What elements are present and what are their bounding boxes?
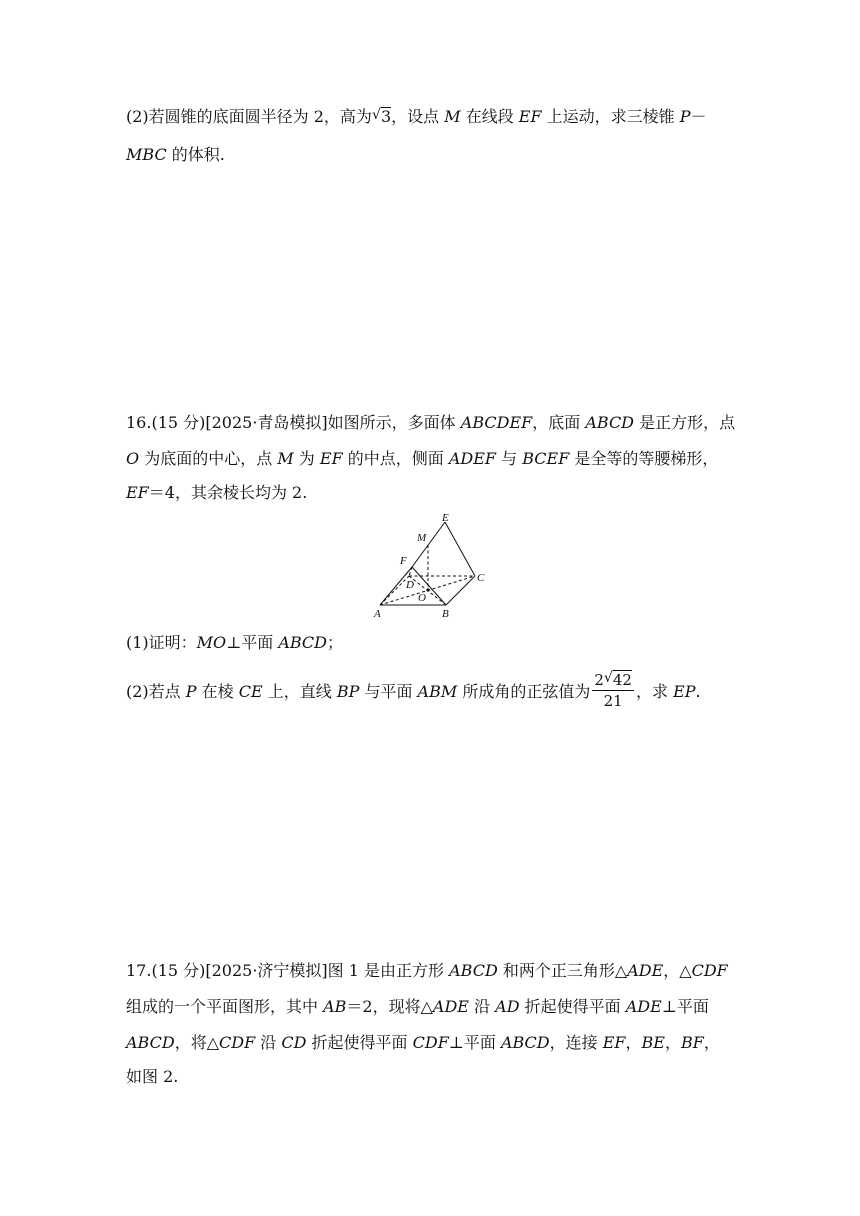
- prev-part2-line2: [126, 144, 225, 166]
- fraction: [592, 670, 634, 711]
- text: 是正方形，点: [634, 413, 736, 432]
- text: －: [690, 107, 707, 126]
- text: 为底面的中心，点: [139, 449, 278, 468]
- var: ABCD: [449, 961, 498, 980]
- label-C: C: [477, 572, 485, 584]
- polyhedron-figure: [368, 508, 492, 620]
- q17-line4: [126, 1066, 178, 1088]
- var: EF: [126, 483, 149, 502]
- var: EP: [673, 682, 696, 701]
- edge-FE: [412, 522, 445, 567]
- var: CDF: [691, 961, 728, 980]
- var: ADE: [432, 997, 469, 1016]
- fraction-denominator: 21: [592, 690, 634, 711]
- text: 沿: [255, 1033, 282, 1052]
- text: ，求: [635, 682, 674, 701]
- var: CE: [238, 682, 263, 701]
- text: 上运动，求三棱锥: [541, 107, 680, 126]
- var: BE: [641, 1033, 665, 1052]
- q16-sub2: [126, 672, 701, 713]
- text: (2)若点: [126, 682, 186, 701]
- var: ABCD: [278, 633, 327, 652]
- sqrt: [604, 670, 632, 690]
- prev-part2-line1: [126, 106, 707, 128]
- text: 上，直线: [262, 682, 337, 701]
- var: ABCDEF: [460, 413, 533, 432]
- label-M: M: [417, 532, 427, 544]
- q16-line2: [126, 448, 718, 470]
- text: 如图 2.: [126, 1067, 179, 1086]
- coef: 2: [594, 671, 604, 689]
- text: ＝4，其余棱长均为 2.: [148, 483, 308, 502]
- text: ⊥平面: [448, 1033, 501, 1052]
- sqrt-radicand: 3: [380, 107, 392, 126]
- var: CDF: [412, 1033, 449, 1052]
- var: M: [277, 449, 294, 468]
- q16-line1: [126, 412, 735, 434]
- text: 折起使得平面: [519, 997, 626, 1016]
- text: 16.(15 分)[2025·青岛模拟]如图所示，多面体: [126, 413, 461, 432]
- var: ABM: [417, 682, 458, 701]
- text: ⊥平面: [661, 997, 709, 1016]
- var: BP: [336, 682, 360, 701]
- text: 折起使得平面: [306, 1033, 413, 1052]
- text: ，: [664, 1033, 681, 1052]
- text: ，: [625, 1033, 642, 1052]
- var: MO: [196, 633, 227, 652]
- var: AB: [323, 997, 347, 1016]
- text: 在棱: [196, 682, 239, 701]
- text: ，将△: [174, 1033, 219, 1052]
- var: ADE: [625, 997, 662, 1016]
- fraction-numerator: [592, 670, 634, 690]
- text: 与平面: [359, 682, 418, 701]
- var: M: [444, 107, 461, 126]
- text: ，设点: [391, 107, 445, 126]
- var: BCEF: [522, 449, 570, 468]
- edge-AD: [380, 576, 409, 605]
- text: (2)若圆锥的底面圆半径为 2，高为: [126, 107, 372, 126]
- label-D: D: [406, 579, 414, 591]
- var: ABCD: [585, 413, 635, 432]
- q17-line1: [126, 960, 728, 982]
- sqrt: [372, 106, 391, 128]
- q16-line3: [126, 482, 307, 504]
- text: 与: [496, 449, 523, 468]
- var: P: [185, 682, 197, 701]
- text: ＝2，现将△: [346, 997, 433, 1016]
- label-B: B: [442, 608, 449, 620]
- text: 所成角的正弦值为: [457, 682, 591, 701]
- text: 为: [293, 449, 320, 468]
- text: ；: [327, 633, 344, 652]
- text: 是全等的等腰梯形，: [569, 449, 719, 468]
- var: BF: [680, 1033, 704, 1052]
- var: EF: [602, 1033, 626, 1052]
- var: ABCD: [500, 1033, 550, 1052]
- text: ，: [703, 1033, 720, 1052]
- text: 沿: [468, 997, 496, 1016]
- q17-line2: [126, 996, 709, 1018]
- edge-EC: [445, 522, 475, 576]
- sqrt-radicand: 42: [612, 671, 632, 689]
- var: EF: [518, 107, 542, 126]
- text: 和两个正三角形△: [497, 961, 628, 980]
- var: AD: [495, 997, 520, 1016]
- var: O: [126, 449, 140, 468]
- label-F: F: [400, 555, 407, 567]
- text: 17.(15 分)[2025·济宁模拟]图 1 是由正方形: [126, 961, 450, 980]
- text: .: [695, 682, 701, 701]
- text: ⊥平面: [226, 633, 279, 652]
- label-O: O: [418, 592, 426, 604]
- label-E: E: [442, 512, 449, 524]
- text: ，底面: [532, 413, 586, 432]
- point-O: [426, 588, 429, 591]
- text: 的体积.: [166, 145, 225, 164]
- text: 的中点，侧面: [342, 449, 449, 468]
- label-A: A: [374, 608, 381, 620]
- var: ABCD: [126, 1033, 175, 1052]
- q17-line3: [126, 1032, 720, 1054]
- var: CD: [281, 1033, 307, 1052]
- var: ADE: [627, 961, 664, 980]
- text: (1)证明：: [126, 633, 197, 652]
- var: ADEF: [448, 449, 497, 468]
- var: MBC: [126, 145, 167, 164]
- text: 组成的一个平面图形，其中: [126, 997, 324, 1016]
- text: 在线段: [460, 107, 519, 126]
- text: ，连接: [549, 1033, 603, 1052]
- text: ，△: [663, 961, 692, 980]
- q16-sub1: [126, 632, 343, 654]
- var: CDF: [219, 1033, 256, 1052]
- var: P: [679, 107, 691, 126]
- var: EF: [319, 449, 343, 468]
